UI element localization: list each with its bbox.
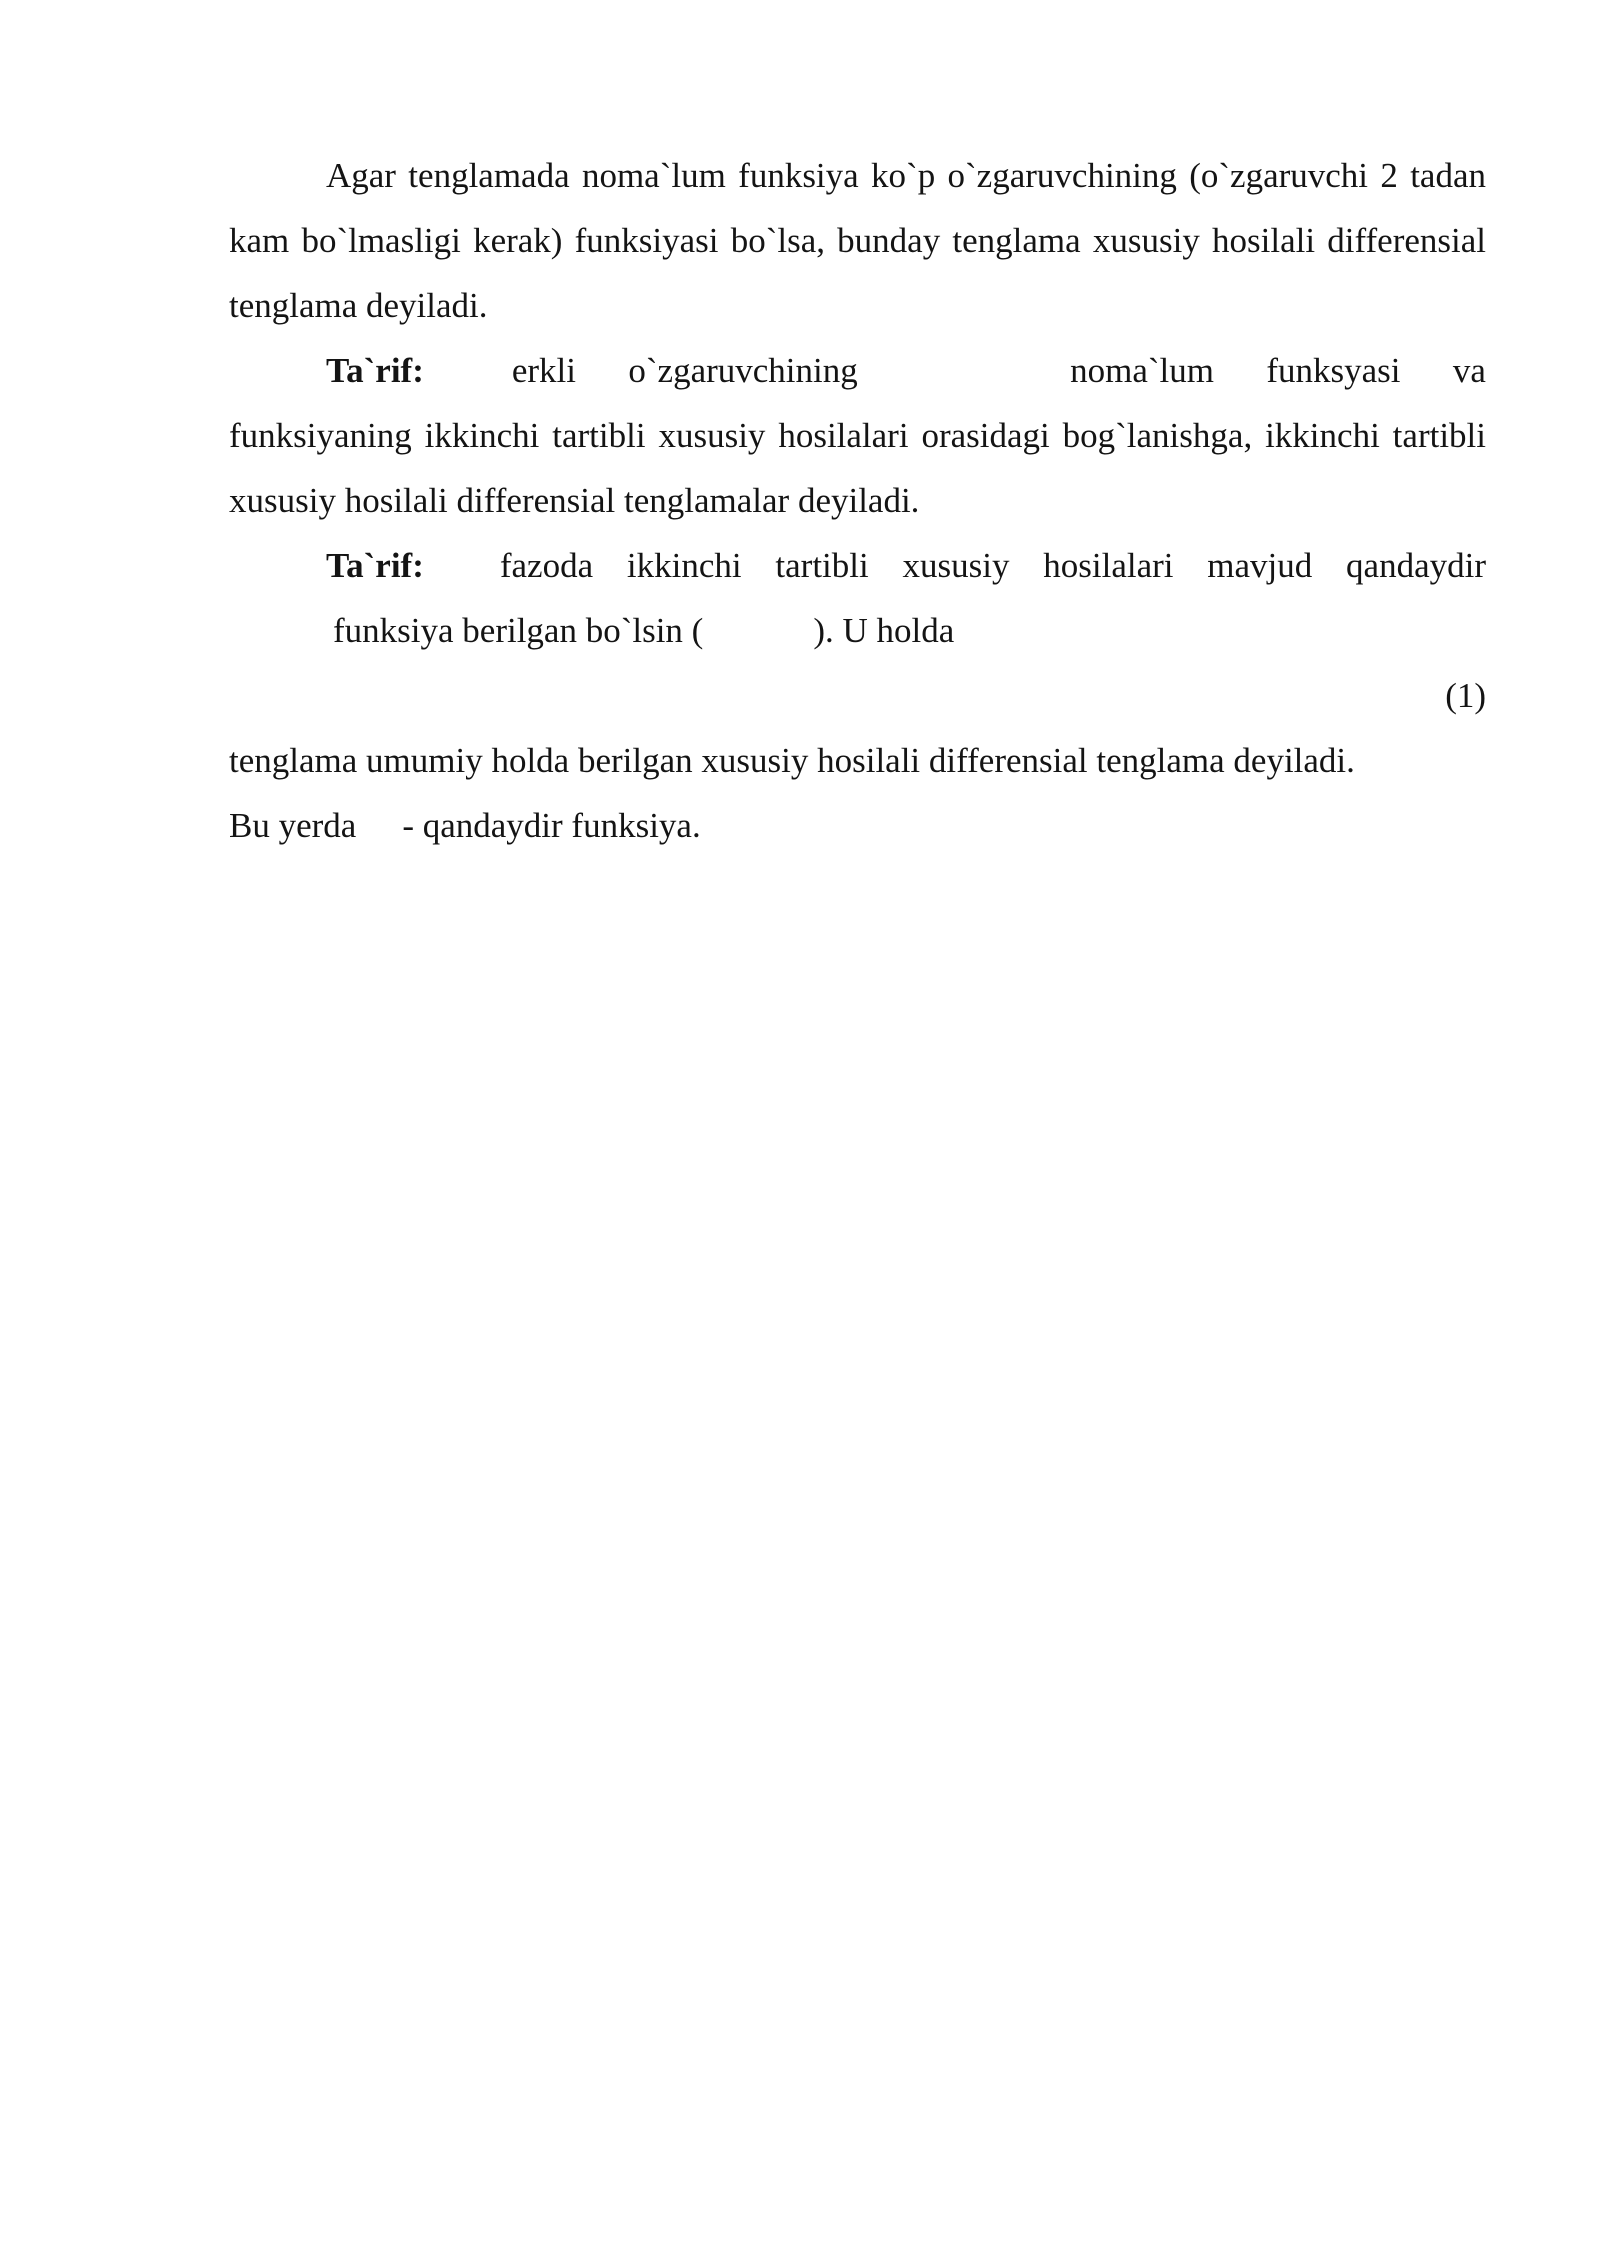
definition-2-word: mavjud: [1207, 546, 1313, 585]
after-equation-paragraph: tenglama umumiy holda berilgan xususiy hosilali differensial tenglama deyiladi.: [229, 741, 1355, 780]
document-body: [229, 143, 1486, 858]
definition-1-word: funksyasi: [1266, 351, 1401, 390]
equation-row: [229, 663, 1486, 728]
definition-2-second-line: funksiya berilgan bo`lsin ( ). U holda: [333, 611, 955, 650]
definition-1-first-line: [229, 338, 1486, 403]
equation-number: (1): [1445, 676, 1486, 715]
definition-1-word: erkli: [511, 351, 576, 390]
definition-1-word: noma`lum: [1070, 351, 1214, 390]
definition-2-first-line: [229, 533, 1486, 598]
definition-2-word: tartibli: [775, 546, 869, 585]
definition-2-word: qandaydir: [1346, 546, 1486, 585]
definition-2-word: fazoda: [499, 546, 594, 585]
intro-paragraph: Agar tenglamada noma`lum funksiya ko`p o`zgaruvchining (o`zgaruvchi 2 tadan kam bo`lmasligi kerak) funksiyasi bo`lsa, bunday tenglama xususiy hosilali differensial tenglama deyiladi.: [229, 156, 1486, 325]
last-line: Bu yerda - qandaydir funksiya.: [229, 806, 701, 845]
definition-1-word: o`zgaruvchining: [628, 351, 858, 390]
definition-1-label: Ta`rif:: [326, 351, 424, 390]
definition-1-continuation: funksiyaning ikkinchi tartibli xususiy hosilalari orasidagi bog`lanishga, ikkinchi tartibli xususiy hosilali differensial tenglamalar deyiladi.: [229, 416, 1486, 520]
definition-2-word: xususiy: [902, 546, 1010, 585]
definition-2-word: hosilalari: [1043, 546, 1174, 585]
definition-1-word: va: [1452, 351, 1486, 390]
definition-2-word: ikkinchi: [626, 546, 742, 585]
definition-2-label: Ta`rif:: [326, 546, 424, 585]
